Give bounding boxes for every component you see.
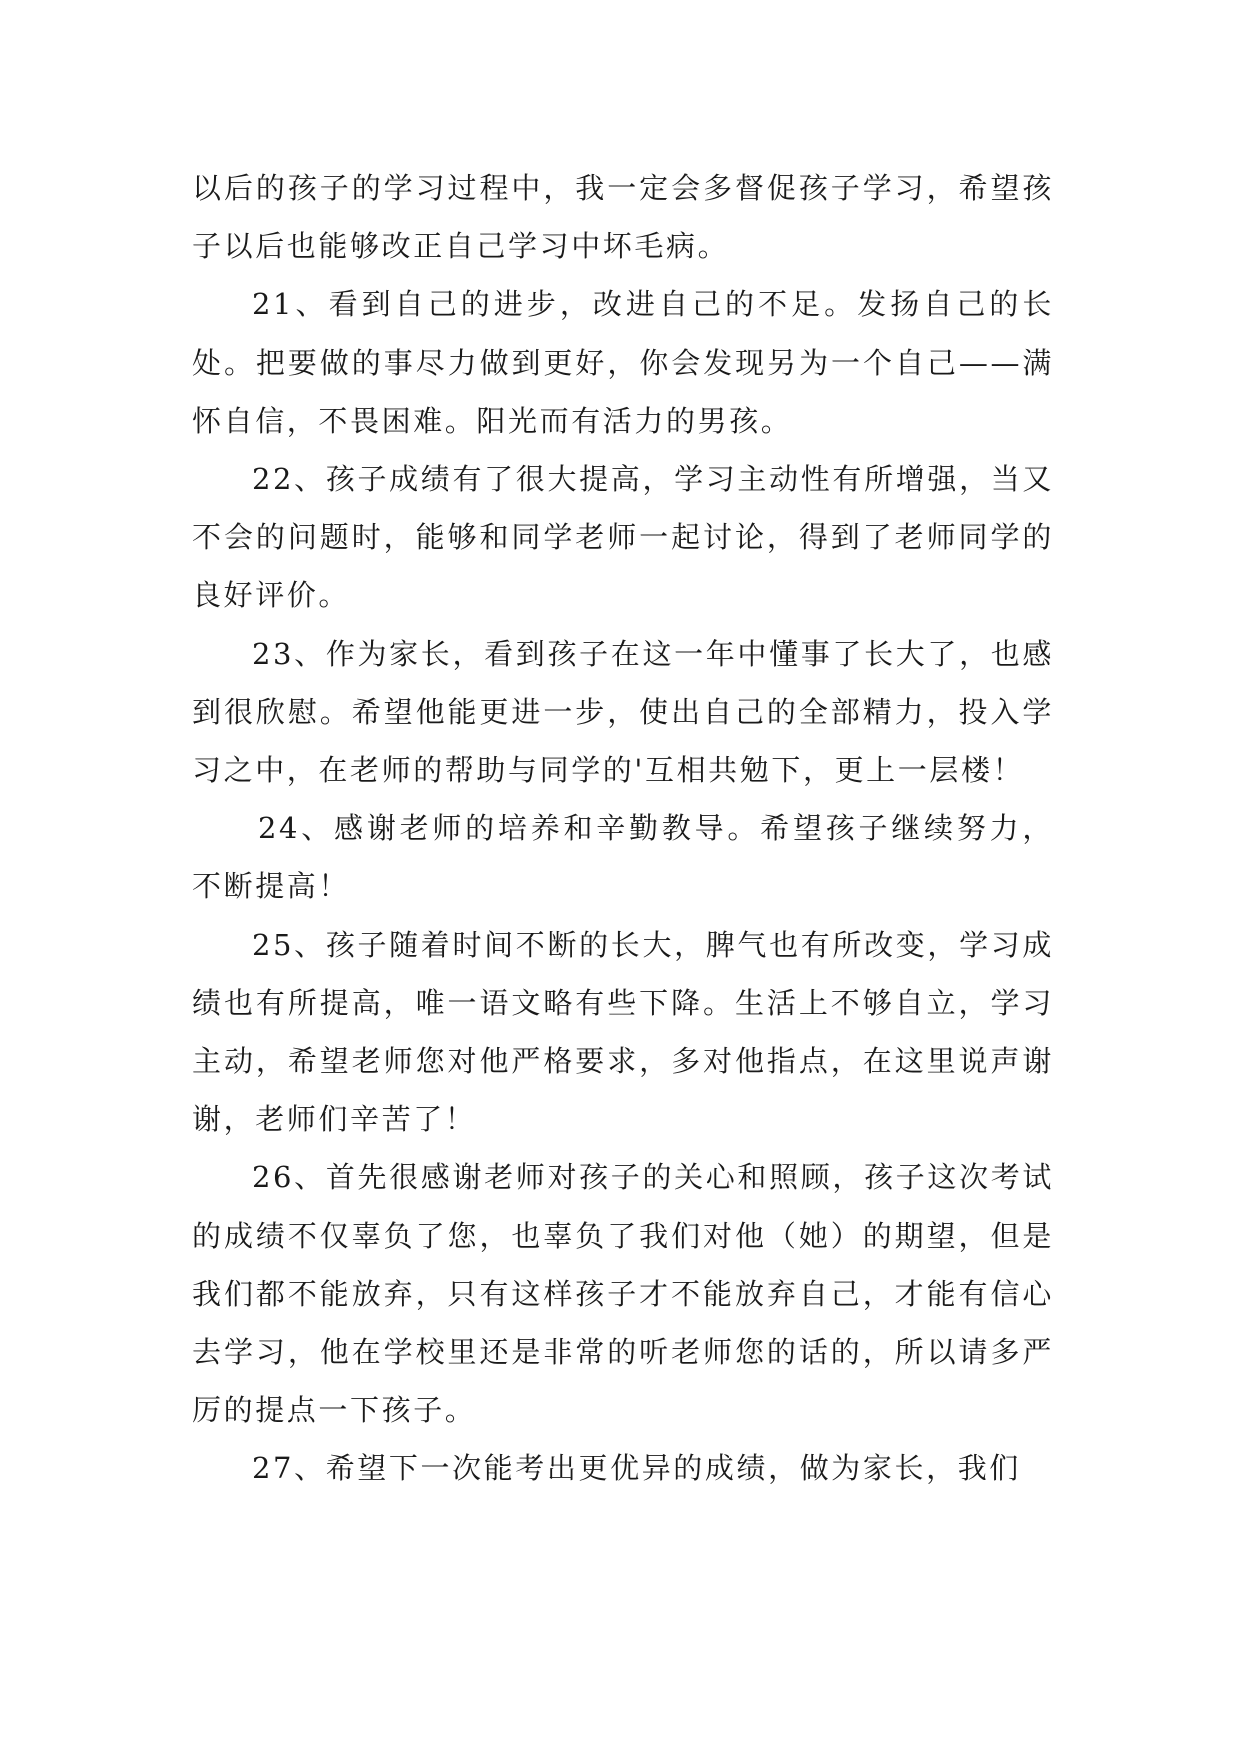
paragraph-23: 23、作为家长，看到孩子在这一年中懂事了长大了，也感到很欣慰。希望他能更进一步，使出自己的全部精力，投入学习之中，在老师的帮助与同学的'互相共勉下，更上一层楼！ bbox=[192, 636, 1054, 788]
paragraph-21: 21、看到自己的进步，改进自己的不足。发扬自己的长处。把要做的事尽力做到更好，你会发现另为一个自己——满怀自信，不畏困难。阳光而有活力的男孩。 bbox=[192, 287, 1054, 438]
paragraph-22: 22、孩子成绩有了很大提高，学习主动性有所增强，当又不会的问题时，能够和同学老师一起讨论，得到了老师同学的良好评价。 bbox=[192, 462, 1054, 613]
document-body bbox=[192, 159, 1054, 1498]
paragraph-27: 27、希望下一次能考出更优异的成绩，做为家长，我们 bbox=[252, 1451, 1021, 1486]
paragraph-24: 24、感谢老师的培养和辛勤教导。希望孩子继续努力，不断提高！ bbox=[192, 811, 1054, 904]
paragraph-continued: 以后的孩子的学习过程中，我一定会多督促孩子学习，希望孩子以后也能够改正自己学习中坏毛病。 bbox=[192, 171, 1054, 264]
paragraph-25: 25、孩子随着时间不断的长大，脾气也有所改变，学习成绩也有所提高，唯一语文略有些下降。生活上不够自立，学习主动，希望老师您对他严格要求，多对他指点，在这里说声谢谢，老师们辛苦了！ bbox=[192, 927, 1054, 1137]
paragraph-26: 26、首先很感谢老师对孩子的关心和照顾，孩子这次考试的成绩不仅辜负了您，也辜负了我们对他（她）的期望，但是我们都不能放弃，只有这样孩子才不能放弃自己，才能有信心去学习，他在学校里还是非常的听老师您的话的，所以请多严厉的提点一下孩子。 bbox=[192, 1160, 1054, 1428]
